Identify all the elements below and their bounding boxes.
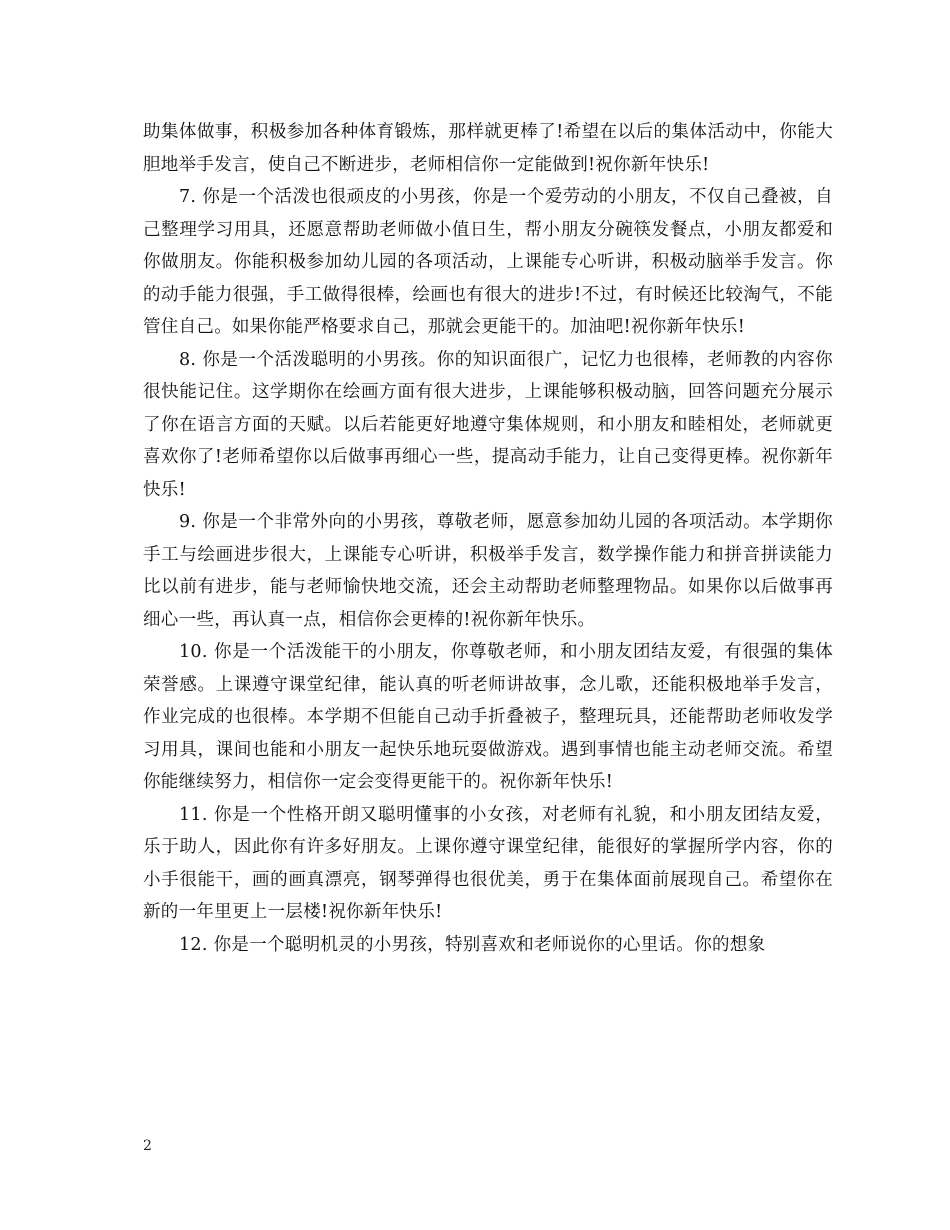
paragraph-comment-7: 7. 你是一个活泼也很顽皮的小男孩，你是一个爱劳动的小朋友，不仅自己叠被，自己整理学习用具，还愿意帮助老师做小值日生，帮小朋友分碗筷发餐点，小朋友都爱和你做朋友。你能积极参加幼儿园的各项活动，上课能专心听讲，积极动脑举手发言。你的动手能力很强，手工做得很棒，绘画也有很大的进步!不过，有时候还比较淘气，不能管住自己。如果你能严格要求自己，那就会更能干的。加油吧!祝你新年快乐! [143, 187, 833, 337]
document-body [143, 116, 833, 961]
paragraph-comment-12: 12. 你是一个聪明机灵的小男孩，特别喜欢和老师说你的心里话。你的想象 [179, 934, 766, 955]
paragraph-comment-9: 9. 你是一个非常外向的小男孩，尊敬老师，愿意参加幼儿园的各项活动。本学期你手工与绘画进步很大，上课能专心听讲，积极举手发言，数学操作能力和拼音拼读能力比以前有进步，能与老师愉快地交流，还会主动帮助老师整理物品。如果你以后做事再细心一些，再认真一点，相信你会更棒的!祝你新年快乐。 [143, 512, 833, 630]
paragraph-continuation: 助集体做事，积极参加各种体育锻炼，那样就更棒了!希望在以后的集体活动中，你能大胆地举手发言，使自己不断进步，老师相信你一定能做到!祝你新年快乐! [143, 122, 833, 175]
paragraph-comment-11: 11. 你是一个性格开朗又聪明懂事的小女孩，对老师有礼貌，和小朋友团结友爱，乐于助人，因此你有许多好朋友。上课你遵守课堂纪律，能很好的掌握所学内容，你的小手很能干，画的画真漂亮，钢琴弹得也很优美，勇于在集体面前展现自己。希望你在新的一年里更上一层楼!祝你新年快乐! [143, 804, 833, 922]
paragraph-comment-10: 10. 你是一个活泼能干的小朋友，你尊敬老师，和小朋友团结友爱，有很强的集体荣誉感。上课遵守课堂纪律，能认真的听老师讲故事，念儿歌，还能积极地举手发言，作业完成的也很棒。本学期不但能自己动手折叠被子，整理玩具，还能帮助老师收发学习用具，课间也能和小朋友一起快乐地玩耍做游戏。遇到事情也能主动老师交流。希望你能继续努力，相信你一定会变得更能干的。祝你新年快乐! [143, 642, 833, 792]
page-number: 2 [143, 1138, 152, 1154]
paragraph-comment-8: 8. 你是一个活泼聪明的小男孩。你的知识面很广，记忆力也很棒，老师教的内容你很快能记住。这学期你在绘画方面有很大进步，上课能够积极动脑，回答问题充分展示了你在语言方面的天赋。以后若能更好地遵守集体规则，和小朋友和睦相处，老师就更喜欢你了!老师希望你以后做事再细心一些，提高动手能力，让自己变得更棒。祝你新年快乐! [143, 349, 833, 500]
